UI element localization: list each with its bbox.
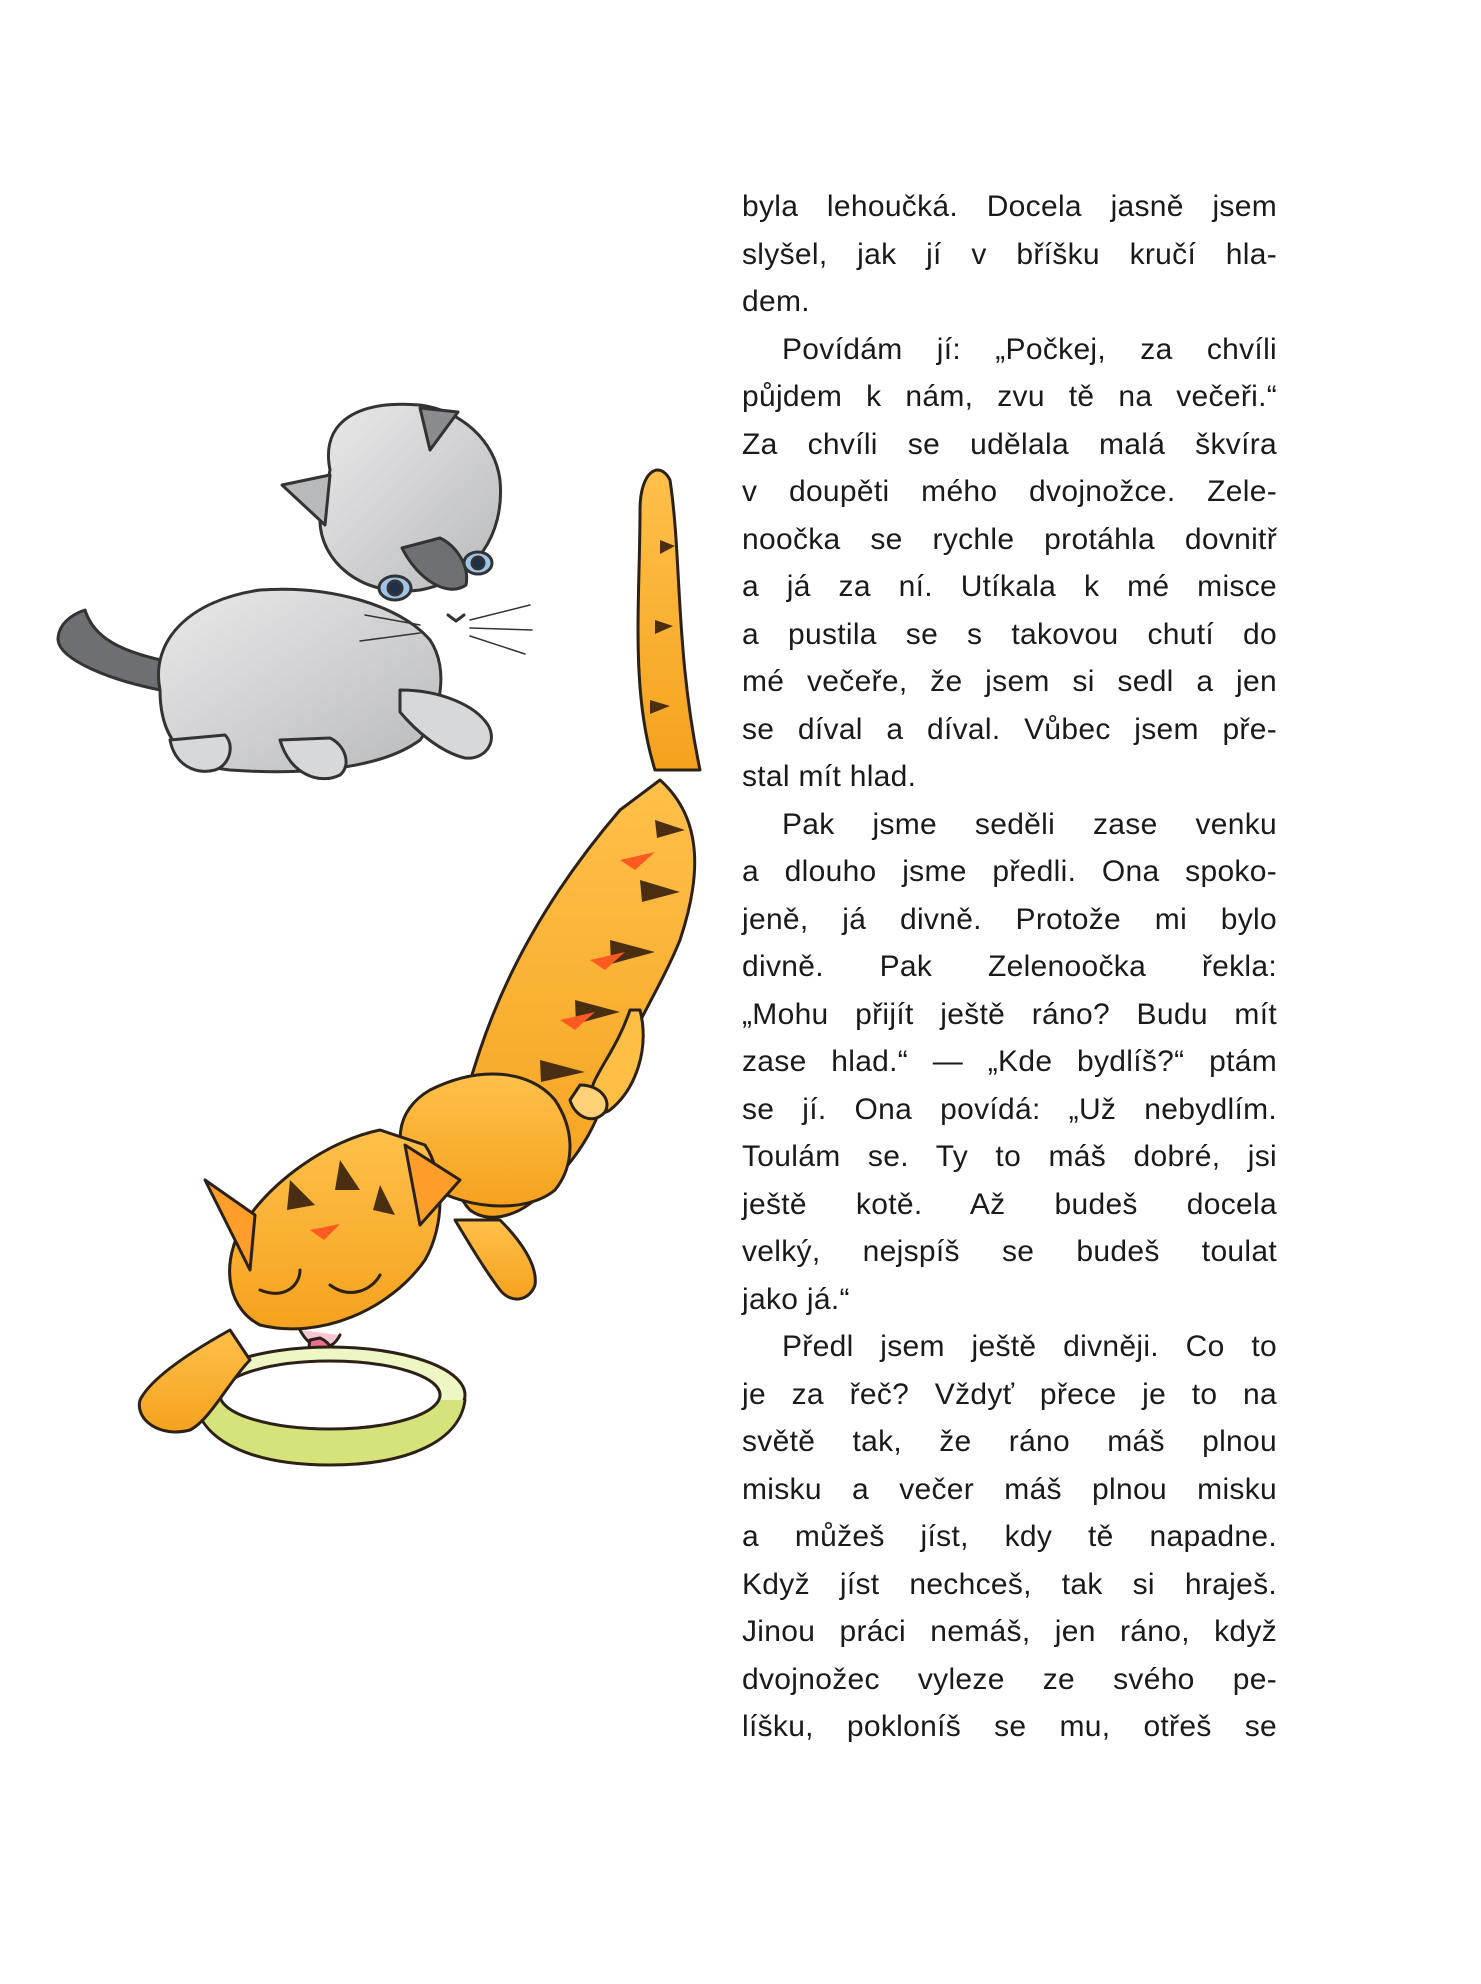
text-line: je za řeč? Vždyť přece je to na <box>742 1377 1277 1411</box>
text-line: a dlouho jsme předli. Ona spoko- <box>742 855 1277 888</box>
paragraph-3 <box>742 801 1277 1324</box>
text-line: a pustila se s takovou chutí do <box>742 617 1277 651</box>
text-line: dem. <box>742 285 810 318</box>
text-line: světě tak, že ráno máš plnou <box>742 1425 1277 1458</box>
text-line: Když jíst nechceš, tak si hraješ. <box>742 1567 1277 1601</box>
text-line: stal mít hlad. <box>742 760 917 793</box>
text-line: „Mohu přijít ještě ráno? Budu mít <box>742 997 1277 1031</box>
text-line: slyšel, jak jí v bříšku kručí hla- <box>742 237 1277 271</box>
text-line: a já za ní. Utíkala k mé misce <box>742 570 1277 603</box>
text-line: velký, nejspíš se budeš toulat <box>742 1235 1277 1268</box>
text-line: zase hlad.“ — „Kde bydlíš?“ ptám <box>742 1045 1277 1078</box>
text-line: Pak jsme seděli zase venku <box>782 807 1277 841</box>
grey-kitten <box>58 404 532 778</box>
text-line: v doupěti mého dvojnožce. Zele- <box>742 475 1277 508</box>
text-line: dvojnožec vyleze ze svého pe- <box>742 1662 1277 1696</box>
text-line: půjdem k nám, zvu tě na večeři.“ <box>742 380 1277 413</box>
cats-illustration <box>0 0 720 1984</box>
text-line: Povídám jí: „Počkej, za chvíli <box>782 332 1277 366</box>
text-line: Toulám se. Ty to máš dobré, jsi <box>742 1140 1277 1173</box>
text-line: se díval a díval. Vůbec jsem pře- <box>742 712 1277 746</box>
text-line: Za chvíli se udělala malá škvíra <box>742 427 1277 461</box>
text-line: byla lehoučká. Docela jasně jsem <box>742 190 1277 223</box>
text-line: divně. Pak Zelenoočka řekla: <box>742 950 1277 983</box>
paragraph-2 <box>742 326 1277 801</box>
text-line: Jinou práci nemáš, jen ráno, když <box>742 1615 1277 1648</box>
text-line: ještě kotě. Až budeš docela <box>742 1187 1277 1221</box>
text-line: mé večeře, že jsem si sedl a jen <box>742 665 1277 698</box>
paragraph-4 <box>742 1323 1277 1751</box>
text-line: Předl jsem ještě divněji. Co to <box>782 1330 1277 1363</box>
text-line: jeně, já divně. Protože mi bylo <box>742 902 1277 936</box>
text-line: se jí. Ona povídá: „Už nebydlím. <box>742 1092 1277 1126</box>
text-line: líšku, pokloníš se mu, otřeš se <box>742 1710 1277 1743</box>
text-line: misku a večer máš plnou misku <box>742 1472 1277 1506</box>
text-line: jako já.“ <box>742 1282 850 1316</box>
story-text <box>742 183 1277 1751</box>
text-line: a můžeš jíst, kdy tě napadne. <box>742 1520 1277 1553</box>
text-line: noočka se rychle protáhla dovnitř <box>742 522 1277 556</box>
paragraph-1 <box>742 183 1277 326</box>
